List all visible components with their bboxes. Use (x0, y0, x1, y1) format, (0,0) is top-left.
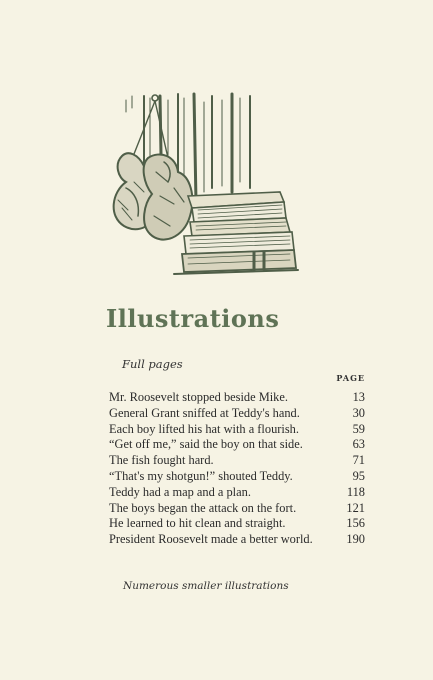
illustration-caption: The fish fought hard. (109, 453, 214, 468)
page-column-header: PAGE (336, 373, 365, 383)
page-number: 30 (352, 405, 365, 420)
page-number: 71 (352, 453, 365, 468)
list-item (109, 516, 365, 532)
page-number: 156 (346, 516, 365, 531)
list-item (109, 422, 365, 438)
page-title: Illustrations (106, 304, 280, 333)
illustration-caption: President Roosevelt made a better world. (109, 532, 313, 547)
footer-note: Numerous smaller illustrations (123, 580, 289, 592)
illustration-caption: Mr. Roosevelt stopped beside Mike. (109, 390, 288, 404)
illustration-caption: General Grant sniffed at Teddy's hand. (109, 405, 300, 420)
boxing-gloves-and-books-illustration (104, 92, 300, 278)
illustration-caption: Each boy lifted his hat with a flourish. (109, 421, 299, 436)
page-number: 63 (352, 437, 365, 452)
list-item (109, 469, 365, 485)
illustration-caption: Teddy had a map and a plan. (109, 484, 251, 499)
illustration-caption: “That's my shotgun!” shouted Teddy. (109, 468, 293, 483)
list-item (109, 485, 365, 501)
list-item (109, 453, 365, 469)
list-item (109, 406, 365, 422)
list-item (109, 437, 365, 453)
page-number: 190 (346, 532, 365, 547)
list-item (109, 390, 365, 406)
illustration-caption: He learned to hit clean and straight. (109, 516, 286, 531)
illustration-caption: The boys began the attack on the fort. (109, 500, 297, 515)
list-item (109, 501, 365, 517)
page-number: 95 (352, 468, 365, 483)
illustrations-list (109, 390, 365, 548)
page-number: 121 (346, 500, 365, 515)
page-number: 59 (352, 421, 365, 436)
illustration-caption: “Get off me,” said the boy on that side. (109, 437, 303, 452)
section-subheading: Full pages (122, 357, 183, 371)
page-number: 118 (346, 484, 365, 499)
page-number: 13 (352, 390, 365, 404)
list-item (109, 532, 365, 548)
